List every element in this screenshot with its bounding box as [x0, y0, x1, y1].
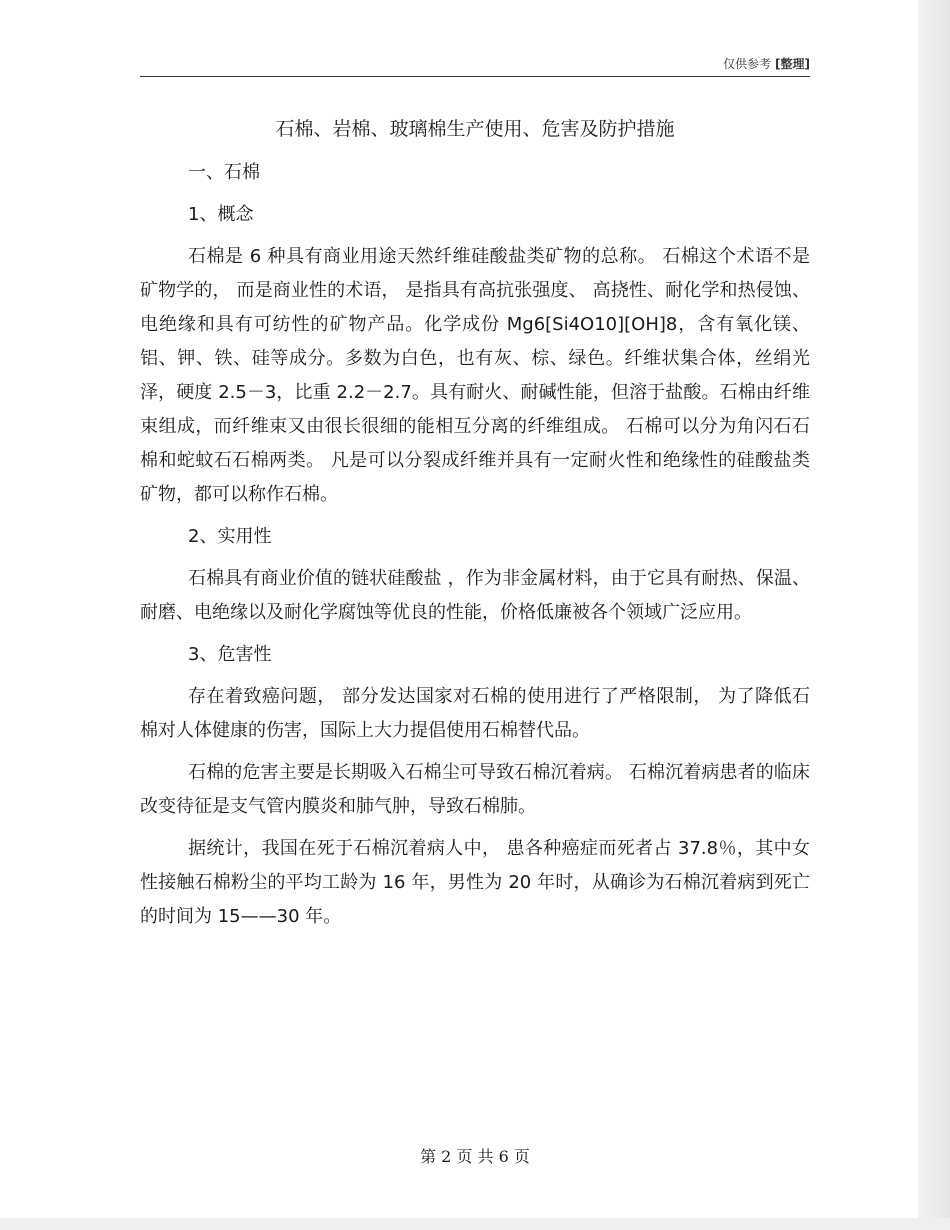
paragraph-hazard-1: 存在着致癌问题， 部分发达国家对石棉的使用进行了严格限制， 为了降低石棉对人体健康的伤害，国际上大力提倡使用石棉替代品。: [140, 686, 810, 741]
paragraph-practicality: 石棉具有商业价值的链状硅酸盐 ，作为非金属材料，由于它具有耐热、保温、耐磨、电绝缘以及耐化学腐蚀等优良的性能，价格低廉被各个领域广泛应用。: [140, 568, 810, 623]
page-bottom-shadow: [0, 1218, 950, 1230]
paragraph-concept: 石棉是 6 种具有商业用途天然纤维硅酸盐类矿物的总称。 石棉这个术语不是矿物学的， 而是商业性的术语， 是指具有高抗张强度、 高挠性、耐化学和热侵蚀、电绝缘和具有可纺性的矿物产品。化学成份 Mg6[Si4O10][OH]8，含有氧化镁、铝、钾、铁、硅等成分。多数为白色，也有灰、棕、绿色。纤维状集合体，丝绢光泽，硬度 2.5－3，比重 2.2－2.7。具有耐火、耐碱性能，但溶于盐酸。石棉由纤维束组成，而纤维束又由很长很细的能相互分离的纤维组成。 石棉可以分为角闪石石棉和蛇蚊石石棉两类。 凡是可以分裂成纤维并具有一定耐火性和绝缘性的硅酸盐类矿物，都可以称作石棉。: [140, 246, 810, 505]
document-title: 石棉、岩棉、玻璃棉生产使用、危害及防护措施: [275, 118, 675, 140]
subheading-concept: 1、概念: [188, 204, 254, 225]
subheading-hazard: 3、危害性: [188, 644, 272, 665]
running-header: [140, 56, 810, 72]
header-tag: [整理]: [775, 57, 810, 71]
header-rule: [140, 76, 810, 77]
subheading-practicality: 2、实用性: [188, 526, 272, 547]
page-footer: 第 2 页 共 6 页: [420, 1147, 530, 1166]
document-body: [140, 156, 810, 942]
paragraph-hazard-3: 据统计，我国在死于石棉沉着病人中， 患各种癌症而死者占 37.8％，其中女性接触石棉粉尘的平均工龄为 16 年，男性为 20 年时，从确诊为石棉沉着病到死亡的时间为 15——30 年。: [140, 838, 810, 927]
header-text: 仅供参考: [723, 57, 772, 71]
page-edge-shadow: [918, 0, 950, 1230]
section-heading-asbestos: 一、石棉: [188, 162, 260, 183]
paragraph-hazard-2: 石棉的危害主要是长期吸入石棉尘可导致石棉沉着病。 石棉沉着病患者的临床改变待征是支气管内膜炎和肺气肿，导致石棉肺。: [140, 762, 810, 817]
